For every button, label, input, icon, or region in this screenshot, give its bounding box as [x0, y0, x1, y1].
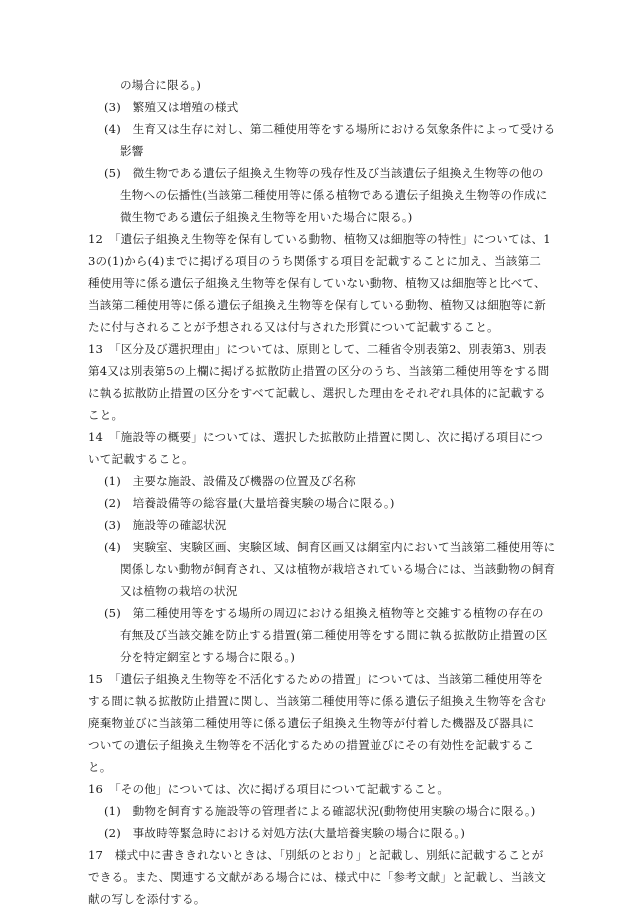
- text-line: 分を特定網室とする場合に限る。): [120, 650, 296, 664]
- text-line: (3) 繁殖又は増殖の様式: [104, 100, 239, 114]
- text-line: (5) 第二種使用等をする場所の周辺における組換え植物等と交雑する植物の存在の: [104, 606, 544, 620]
- text-line: 献の写しを添付する。: [88, 892, 206, 906]
- text-line: できる。また、関連する文献がある場合には、様式中に「参考文献」と記載し、当該文: [88, 870, 547, 884]
- text-line: 16 「その他」については、次に掲げる項目について記載すること。: [88, 782, 450, 796]
- text-line: (3) 施設等の確認状況: [104, 518, 227, 532]
- text-line: (1) 主要な施設、設備及び機器の位置及び名称: [104, 474, 356, 488]
- text-line: 廃棄物並びに当該第二種使用等に係る遺伝子組換え生物等が付着した機器及び器具に: [88, 716, 535, 730]
- text-line: 17 様式中に書ききれないときは、「別紙のとおり」と記載し、別紙に記載することが: [88, 848, 544, 862]
- text-line: (2) 事故時等緊急時における対処方法(大量培養実験の場合に限る。): [104, 826, 465, 840]
- text-line: ついての遺伝子組換え生物等を不活化するための措置並びにその有効性を記載するこ: [88, 738, 535, 752]
- text-line: 第4又は別表第5の上欄に掲げる拡散防止措置の区分のうち、当該第二種使用等をする間: [88, 364, 550, 378]
- text-line: 影響: [120, 144, 144, 158]
- text-line: 13 「区分及び選択理由」については、原則として、二種省令別表第2、別表第3、別表: [88, 342, 547, 356]
- text-line: (1) 動物を飼育する施設等の管理者による確認状況(動物使用実験の場合に限る。): [104, 804, 536, 818]
- text-line: いて記載すること。: [88, 452, 194, 466]
- text-line: 12 「遺伝子組換え生物等を保有している動物、植物又は細胞等の特性」については、1: [88, 232, 551, 246]
- text-line: (4) 実験室、実験区画、実験区域、飼育区画又は網室内において当該第二種使用等に: [104, 540, 556, 554]
- text-line: (2) 培養設備等の総容量(大量培養実験の場合に限る。): [104, 496, 395, 510]
- text-line: たに付与されることが予想される又は付与された形質について記載すること。: [88, 320, 499, 334]
- text-line: 関係しない動物が飼育され、又は植物が栽培されている場合には、当該動物の飼育: [120, 562, 556, 576]
- text-line: 又は植物の栽培の状況: [120, 584, 238, 598]
- text-line: 生物への伝播性(当該第二種使用等に係る植物である遺伝子組換え生物等の作成に: [120, 188, 548, 202]
- text-line: の場合に限る。): [120, 78, 202, 92]
- text-line: (4) 生育又は生存に対し、第二種使用等をする場所における気象条件によって受ける: [104, 122, 556, 136]
- text-line: 有無及び当該交雑を防止する措置(第二種使用等をする間に執る拡散防止措置の区: [120, 628, 548, 642]
- text-line: 種使用等に係る遺伝子組換え生物等を保有していない動物、植物又は細胞等と比べて、: [88, 276, 546, 290]
- text-line: 微生物である遺伝子組換え生物等を用いた場合に限る。): [120, 210, 413, 224]
- text-line: 3の(1)から(4)までに掲げる項目のうち関係する項目を記載することに加え、当該第二: [88, 254, 542, 268]
- text-line: 15 「遺伝子組換え生物等を不活化するための措置」については、当該第二種使用等を: [88, 672, 544, 686]
- text-line: 当該第二種使用等に係る遺伝子組換え生物等を保有している動物、植物又は細胞等に新: [88, 298, 547, 312]
- text-line: こと。: [88, 408, 124, 422]
- text-line: (5) 微生物である遺伝子組換え生物等の残存性及び当該遺伝子組換え生物等の他の: [104, 166, 544, 180]
- text-line: と。: [88, 760, 112, 774]
- text-line: する間に執る拡散防止措置に関し、当該第二種使用等に係る遺伝子組換え生物等を含む: [88, 694, 547, 708]
- text-line: に執る拡散防止措置の区分をすべて記載し、選択した理由をそれぞれ具体的に記載する: [88, 386, 546, 400]
- text-line: 14 「施設等の概要」については、選択した拡散防止措置に関し、次に掲げる項目につ: [88, 430, 544, 444]
